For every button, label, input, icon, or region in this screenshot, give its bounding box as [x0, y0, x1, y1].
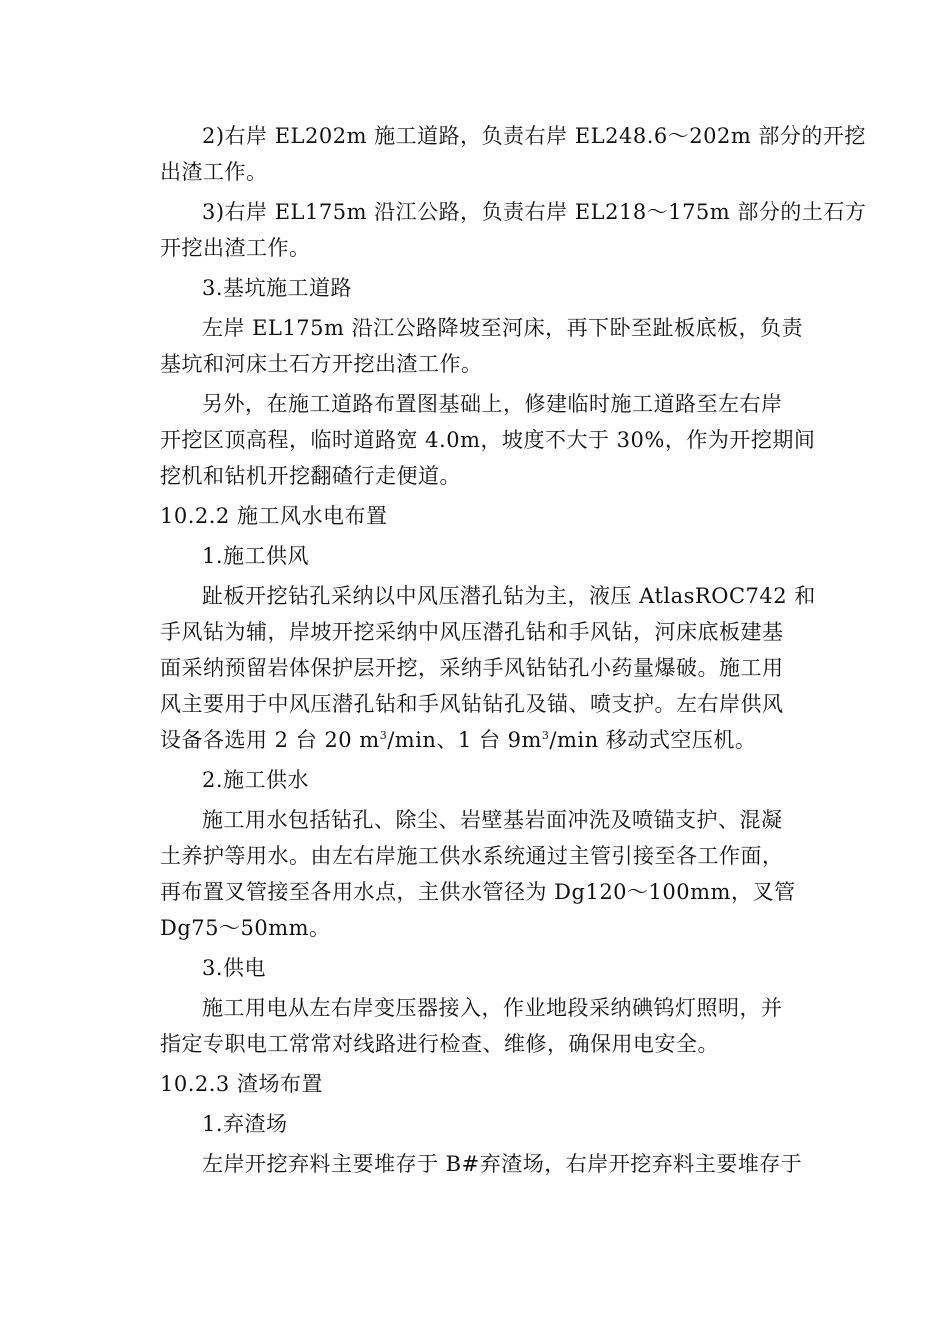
text-line: 1.弃渣场 — [202, 1112, 288, 1136]
text-line: 2.施工供水 — [202, 768, 310, 792]
text-line: 再布置叉管接至各用水点，主供水管径为 Dg120～100mm，叉管 — [160, 880, 796, 904]
text-line: 面采纳预留岩体保护层开挖，采纳手风钻钻孔小药量爆破。施工用 — [160, 656, 784, 680]
subheading-foundation-pit-road — [160, 270, 814, 306]
text-line: 挖机和钻机开挖翻碴行走便道。 — [160, 464, 461, 488]
text-line: 施工用电从左右岸变压器接入，作业地段采纳碘钨灯照明，并 — [202, 996, 783, 1020]
subheading-air-supply — [160, 538, 814, 574]
text-line: 开挖出渣工作。 — [160, 236, 311, 260]
paragraph-water-supply — [160, 802, 814, 946]
text-line: 开挖区顶高程，临时道路宽 4.0m，坡度不大于 30%，作为开挖期间 — [160, 428, 816, 452]
section-heading-10-2-3: 10.2.3 渣场布置 — [160, 1072, 323, 1096]
text-line: 另外，在施工道路布置图基础上，修建临时施工道路至左右岸 — [202, 392, 783, 416]
paragraph-right-bank-el175-road — [160, 194, 867, 266]
text-fragment: /min、1 台 9m — [387, 728, 542, 752]
paragraph-air-supply — [160, 578, 814, 758]
paragraph-right-bank-el202-road — [160, 118, 866, 190]
text-line — [160, 722, 814, 758]
subheading-power-supply — [160, 950, 814, 986]
text-line: 左岸 EL175m 沿江公路降坡至河床，再下卧至趾板底板，负责 — [202, 316, 804, 340]
text-line: 左岸开挖弃料主要堆存于 B#弃渣场，右岸开挖弃料主要堆存于 — [202, 1152, 803, 1176]
subheading-spoil-area — [160, 1106, 814, 1142]
text-line: 基坑和河床土石方开挖出渣工作。 — [160, 352, 483, 376]
superscript: 3 — [379, 729, 388, 742]
subheading-water-supply — [160, 762, 814, 798]
text-line: 3)右岸 EL175m 沿江公路，负责右岸 EL218～175m 部分的土石方 — [202, 200, 867, 224]
text-line: 趾板开挖钻孔采纳以中风压潜孔钻为主，液压 AtlasROC742 和 — [202, 584, 816, 608]
text-line: 1.施工供风 — [202, 544, 310, 568]
text-line: 土养护等用水。由左右岸施工供水系统通过主管引接至各工作面， — [160, 844, 784, 868]
text-line: 出渣工作。 — [160, 160, 268, 184]
text-line: 手风钻为辅，岸坡开挖采纳中风压潜孔钻和手风钻，河床底板建基 — [160, 620, 784, 644]
superscript: 3 — [541, 729, 550, 742]
section-heading-10-2-2: 10.2.2 施工风水电布置 — [160, 504, 388, 528]
paragraph-temporary-road — [160, 386, 814, 494]
text-line: 3.供电 — [202, 956, 267, 980]
text-fragment: /min 移动式空压机。 — [549, 728, 757, 752]
paragraph-left-bank-road — [160, 310, 814, 382]
text-line: 2)右岸 EL202m 施工道路，负责右岸 EL248.6～202m 部分的开挖 — [202, 124, 866, 148]
text-line: 施工用水包括钻孔、除尘、岩壁基岩面冲洗及喷锚支护、混凝 — [202, 808, 783, 832]
text-line: 指定专职电工常常对线路进行检查、维修，确保用电安全。 — [160, 1032, 719, 1056]
text-fragment: 设备各选用 2 台 20 m — [160, 728, 380, 752]
document-body — [160, 118, 867, 1182]
text-line: 风主要用于中风压潜孔钻和手风钻钻孔及锚、喷支护。左右岸供风 — [160, 692, 784, 716]
text-line: Dg75～50mm。 — [160, 916, 331, 940]
paragraph-power-supply — [160, 990, 814, 1062]
paragraph-spoil-area — [160, 1146, 814, 1182]
text-line: 3.基坑施工道路 — [202, 276, 353, 300]
